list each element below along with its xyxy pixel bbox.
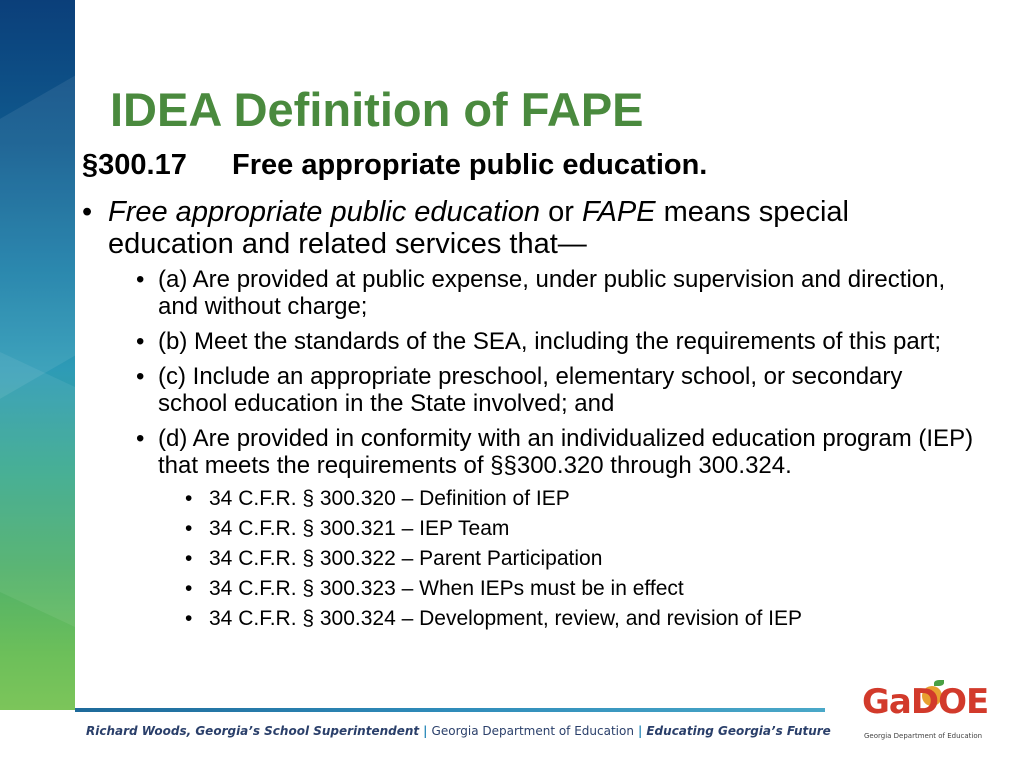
- term-fape-long: Free appropriate public education: [108, 196, 541, 228]
- connector-or: or: [540, 196, 582, 228]
- logo-wordmark: GaDOE: [862, 682, 989, 722]
- section-title: Free appropriate public education.: [232, 149, 708, 181]
- citation-item: • 34 C.F.R. § 300.321 – IEP Team: [182, 517, 982, 541]
- requirements-list: [132, 266, 982, 631]
- footer-separator: |: [423, 724, 428, 738]
- footer-superintendent: Richard Woods, Georgia’s School Superintendent: [86, 724, 420, 738]
- gadoe-logo: [862, 676, 990, 746]
- citation-item: • 34 C.F.R. § 300.323 – When IEPs must be in effect: [182, 577, 982, 601]
- citations-list: [182, 487, 982, 631]
- list-item: • (c) Include an appropriate preschool, elementary school, or secondary school education in the State involved; and: [132, 363, 978, 417]
- citation-item: • 34 C.F.R. § 300.324 – Development, review, and revision of IEP: [182, 607, 982, 631]
- footer-separator: |: [637, 724, 643, 738]
- footer-divider: [75, 708, 825, 712]
- list-item: • (d) Are provided in conformity with an individualized education program (IEP) that meets the requirements of §§300.320 through 300.324.: [132, 425, 978, 479]
- citation-item: • 34 C.F.R. § 300.322 – Parent Participation: [182, 547, 982, 571]
- list-item: • (a) Are provided at public expense, under public supervision and direction, and without charge;: [132, 266, 978, 320]
- decorative-side-band: [0, 0, 75, 710]
- slide-title: IDEA Definition of FAPE: [110, 83, 644, 136]
- footer: [86, 724, 831, 738]
- band-ray: [0, 343, 75, 658]
- section-heading: [82, 149, 707, 182]
- slide-body: [82, 196, 982, 637]
- footer-department: Georgia Department of Education: [431, 724, 634, 738]
- term-fape: FAPE: [581, 196, 656, 228]
- footer-tagline: Educating Georgia’s Future: [646, 724, 831, 738]
- intro-bullet: [82, 196, 982, 260]
- intro-rest: means special education and related services that—: [108, 196, 849, 260]
- list-item: • (b) Meet the standards of the SEA, including the requirements of this part;: [132, 328, 978, 355]
- logo-subtitle: Georgia Department of Education: [864, 732, 983, 740]
- citation-item: • 34 C.F.R. § 300.320 – Definition of IEP: [182, 487, 982, 511]
- section-number: §300.17: [82, 149, 187, 181]
